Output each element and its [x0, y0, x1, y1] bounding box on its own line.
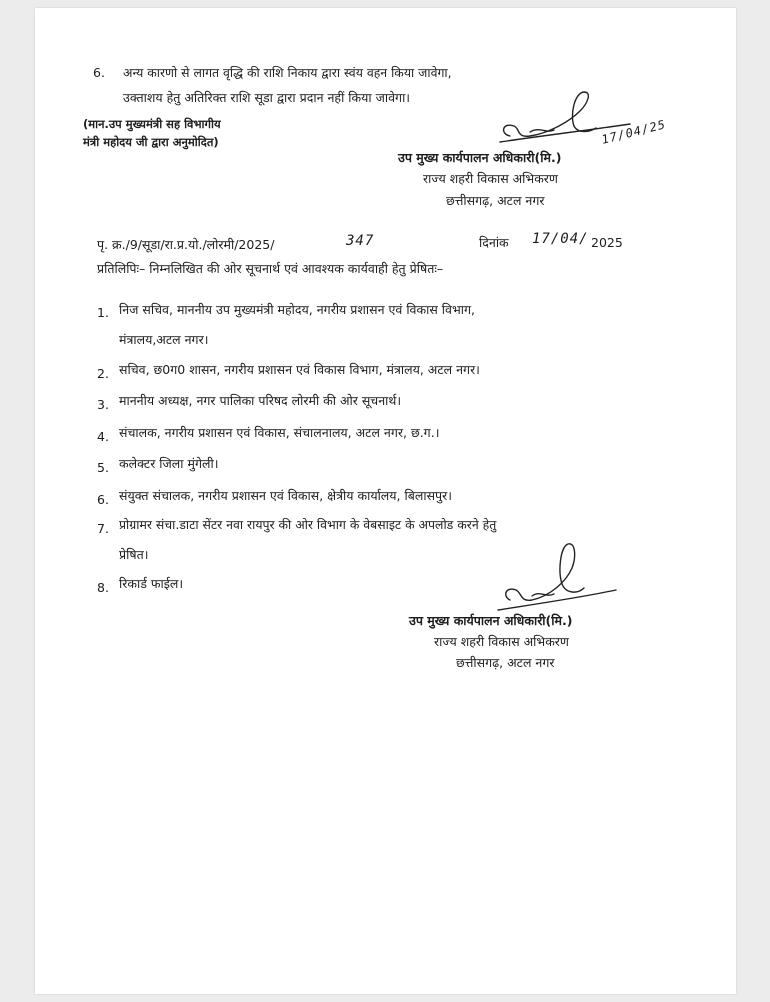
- signature-bottom: [480, 538, 620, 618]
- list-item-text: संचालक, नगरीय प्रशासन एवं विकास, संचालनालय, अटल नगर, छ.ग.।: [119, 425, 440, 440]
- list-item-text: सचिव, छ0ग0 शासन, नगरीय प्रशासन एवं विकास विभाग, मंत्रालय, अटल नगर।: [119, 362, 480, 377]
- signature-top: [470, 86, 640, 156]
- reference-date-year: 2025: [591, 235, 623, 250]
- list-item-number: 6.: [97, 492, 109, 507]
- list-item-number: 2.: [97, 366, 109, 381]
- copy-heading: प्रतिलिपिः– निम्नलिखित की ओर सूचनार्थ एवं आवश्यक कार्यवाही हेतु प्रेषितः–: [97, 261, 444, 276]
- list-item-text: माननीय अध्यक्ष, नगर पालिका परिषद लोरमी की ओर सूचनार्थ।: [119, 393, 402, 408]
- list-item-number: 1.: [97, 305, 109, 320]
- point-6-number: 6.: [93, 65, 105, 80]
- list-item-text: प्रेषित।: [119, 547, 149, 562]
- signature-top-date: 17/04/25: [600, 117, 668, 147]
- list-item-number: 4.: [97, 429, 109, 444]
- point-6-text-line1: अन्य कारणो से लागत वृद्धि की राशि निकाय द्वारा स्वंय वहन किया जावेगा,: [123, 65, 452, 80]
- list-item-number: 5.: [97, 460, 109, 475]
- approval-note-line1: (मान.उप मुख्यमंत्री सह विभागीय: [83, 117, 221, 131]
- reference-number-handwritten: 347: [346, 233, 375, 249]
- list-item-text: संयुक्त संचालक, नगरीय प्रशासन एवं विकास, क्षेत्रीय कार्यालय, बिलासपुर।: [119, 488, 452, 503]
- list-item-number: 8.: [97, 580, 109, 595]
- list-item-number: 3.: [97, 397, 109, 412]
- signature-top-place: छत्तीसगढ़, अटल नगर: [446, 193, 545, 208]
- signature-bottom-designation: उप मुख्य कार्यपालन अधिकारी(मि.): [409, 613, 573, 628]
- reference-date-handwritten: 17/04/: [532, 231, 589, 247]
- reference-number: पृ. क्र./9/सूडा/रा.प्र.यो./लोरमी/2025/: [97, 237, 275, 252]
- list-item-text: रिकार्ड फाईल।: [119, 576, 184, 591]
- signature-bottom-place: छत्तीसगढ़, अटल नगर: [456, 655, 555, 670]
- list-item-number: 7.: [97, 521, 109, 536]
- point-6-text-line2: उक्ताशय हेतु अतिरिक्त राशि सूडा द्वारा प्रदान नहीं किया जावेगा।: [123, 90, 411, 105]
- list-item-text: प्रोग्रामर संचा.डाटा सेंटर नवा रायपुर की ओर विभाग के वेबसाइट के अपलोड करने हेतु: [119, 517, 497, 532]
- list-item-text: निज सचिव, माननीय उप मुख्यमंत्री महोदय, नगरीय प्रशासन एवं विकास विभाग,: [119, 302, 475, 317]
- reference-date-label: दिनांक: [479, 235, 509, 250]
- approval-note-line2: मंत्री महोदय जी द्वारा अनुमोदित): [83, 135, 219, 149]
- signature-top-office: राज्य शहरी विकास अभिकरण: [423, 171, 558, 186]
- signature-top-designation: उप मुख्य कार्यपालन अधिकारी(मि.): [398, 150, 562, 165]
- signature-bottom-office: राज्य शहरी विकास अभिकरण: [434, 634, 569, 649]
- document-page: [35, 8, 736, 994]
- list-item-text: मंत्रालय,अटल नगर।: [119, 332, 209, 347]
- list-item-text: कलेक्टर जिला मुंगेली।: [119, 456, 219, 471]
